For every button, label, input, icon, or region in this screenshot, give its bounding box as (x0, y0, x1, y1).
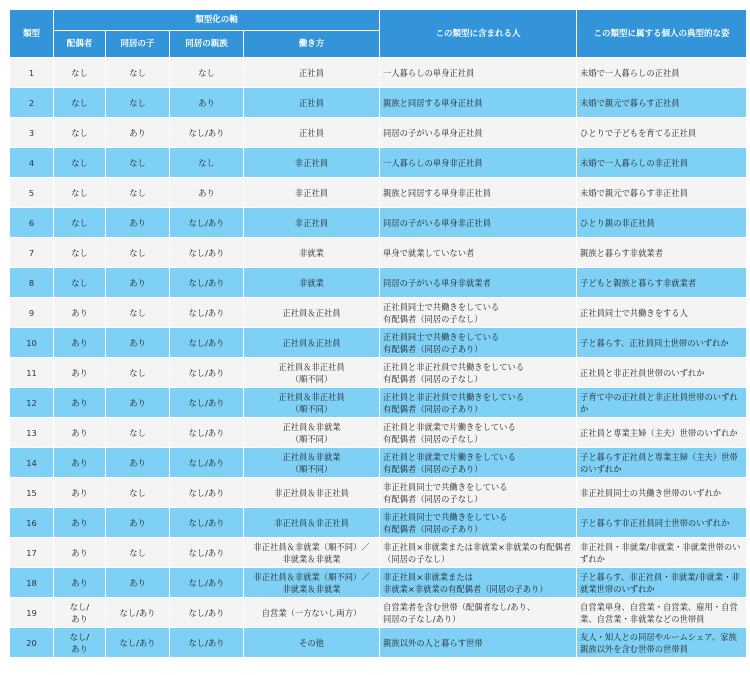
cell-typical: 正社員と非正社員世帯のいずれか (577, 358, 747, 388)
cell-type-no: 2 (10, 88, 54, 118)
cell-child: なし (106, 298, 170, 328)
cell-child: なし (106, 238, 170, 268)
cell-relative: なし/あり (170, 328, 244, 358)
cell-typical: 子育て中の正社員と非正社員世帯のいずれか (577, 388, 747, 418)
cell-work: 正社員＆非正社員 （順不同） (244, 388, 380, 418)
cell-type-no: 6 (10, 208, 54, 238)
cell-spouse: なし (54, 238, 106, 268)
cell-child: あり (106, 568, 170, 598)
cell-relative: なし (170, 148, 244, 178)
cell-work: 正社員＆非正社員 （順不同） (244, 358, 380, 388)
cell-child: あり (106, 508, 170, 538)
cell-type-no: 16 (10, 508, 54, 538)
cell-included: 同居の子がいる単身正社員 (380, 118, 577, 148)
cell-child: あり (106, 448, 170, 478)
cell-typical: 未婚で一人暮らしの正社員 (577, 58, 747, 88)
cell-included: 正社員と非就業で片働きをしている 有配偶者（同居の子なし） (380, 418, 577, 448)
cell-child: なし/あり (106, 598, 170, 628)
cell-type-no: 17 (10, 538, 54, 568)
cell-spouse: なし (54, 268, 106, 298)
cell-type-no: 9 (10, 298, 54, 328)
table-row (10, 448, 747, 478)
table-row (10, 208, 747, 238)
cell-spouse: あり (54, 298, 106, 328)
cell-child: なし (106, 418, 170, 448)
cell-child: なし (106, 358, 170, 388)
cell-work: 非正社員 (244, 178, 380, 208)
table-row (10, 58, 747, 88)
cell-type-no: 4 (10, 148, 54, 178)
cell-work: 非正社員 (244, 208, 380, 238)
cell-typical: 非正社員・非就業/非就業・非就業世帯のいずれか (577, 538, 747, 568)
cell-type-no: 11 (10, 358, 54, 388)
cell-included: 同居の子がいる単身非就業者 (380, 268, 577, 298)
header-type: 類型 (10, 10, 54, 58)
cell-child: あり (106, 268, 170, 298)
cell-work: その他 (244, 628, 380, 658)
cell-type-no: 18 (10, 568, 54, 598)
cell-child: なし (106, 178, 170, 208)
table-row (10, 178, 747, 208)
cell-spouse: なし/ あり (54, 598, 106, 628)
cell-type-no: 10 (10, 328, 54, 358)
cell-child: なし/あり (106, 628, 170, 658)
cell-relative: なし/あり (170, 538, 244, 568)
header-axis-group: 類型化の軸 (54, 10, 380, 31)
cell-work: 正社員＆正社員 (244, 298, 380, 328)
cell-work: 非正社員＆非就業（順不同）／ 非就業＆非就業 (244, 568, 380, 598)
cell-work: 正社員 (244, 88, 380, 118)
table-row (10, 148, 747, 178)
cell-included: 正社員と非就業で片働きをしている 有配偶者（同居の子あり） (380, 448, 577, 478)
cell-spouse: あり (54, 508, 106, 538)
table-row (10, 268, 747, 298)
cell-spouse: なし (54, 178, 106, 208)
cell-type-no: 3 (10, 118, 54, 148)
cell-included: 自営業者を含む世帯（配偶者なし/あり、 同居の子なし/あり） (380, 598, 577, 628)
cell-spouse: あり (54, 478, 106, 508)
cell-included: 一人暮らしの単身非正社員 (380, 148, 577, 178)
cell-type-no: 14 (10, 448, 54, 478)
table-row (10, 118, 747, 148)
cell-work: 非正社員＆非正社員 (244, 508, 380, 538)
cell-child: あり (106, 208, 170, 238)
cell-included: 一人暮らしの単身正社員 (380, 58, 577, 88)
table-row (10, 418, 747, 448)
cell-type-no: 15 (10, 478, 54, 508)
cell-typical: 正社員同士で共働きをする人 (577, 298, 747, 328)
cell-spouse: あり (54, 538, 106, 568)
cell-typical: 自営業単身、自営業・自営業、雇用・自営業、自営業・非就業などの世帯員 (577, 598, 747, 628)
table-row (10, 568, 747, 598)
cell-relative: あり (170, 178, 244, 208)
cell-child: なし (106, 148, 170, 178)
cell-type-no: 1 (10, 58, 54, 88)
table-body (10, 58, 747, 658)
cell-work: 正社員＆正社員 (244, 328, 380, 358)
cell-spouse: あり (54, 388, 106, 418)
header-relative: 同居の親族 (170, 31, 244, 58)
cell-work: 非正社員＆非正社員 (244, 478, 380, 508)
cell-type-no: 7 (10, 238, 54, 268)
cell-spouse: なし (54, 148, 106, 178)
cell-relative: なし/あり (170, 598, 244, 628)
table-row (10, 88, 747, 118)
cell-spouse: あり (54, 448, 106, 478)
table-row (10, 328, 747, 358)
table-row (10, 598, 747, 628)
cell-child: あり (106, 388, 170, 418)
cell-spouse: なし (54, 88, 106, 118)
cell-included: 親族と同居する単身正社員 (380, 88, 577, 118)
table-row (10, 478, 747, 508)
cell-work: 自営業（一方ないし両方） (244, 598, 380, 628)
cell-type-no: 12 (10, 388, 54, 418)
table-row (10, 298, 747, 328)
cell-relative: なし/あり (170, 448, 244, 478)
cell-typical: 未婚で一人暮らしの非正社員 (577, 148, 747, 178)
cell-work: 正社員＆非就業 （順不同） (244, 448, 380, 478)
cell-relative: なし/あり (170, 478, 244, 508)
cell-spouse: あり (54, 328, 106, 358)
cell-child: なし (106, 478, 170, 508)
header-child: 同居の子 (106, 31, 170, 58)
cell-spouse: なし (54, 208, 106, 238)
header-work: 働き方 (244, 31, 380, 58)
cell-typical: 正社員と専業主婦（主夫）世帯のいずれか (577, 418, 747, 448)
cell-type-no: 20 (10, 628, 54, 658)
cell-work: 非正社員＆非就業（順不同）／ 非就業＆非就業 (244, 538, 380, 568)
cell-typical: ひとり親の非正社員 (577, 208, 747, 238)
type-table-container (9, 9, 747, 658)
table-row (10, 628, 747, 658)
cell-work: 正社員＆非就業 （順不同） (244, 418, 380, 448)
cell-included: 非正社員同士で共働きをしている 有配偶者（同居の子なし） (380, 478, 577, 508)
cell-typical: ひとりで子どもを育てる正社員 (577, 118, 747, 148)
cell-type-no: 8 (10, 268, 54, 298)
table-row (10, 388, 747, 418)
cell-relative: なし/あり (170, 208, 244, 238)
cell-child: あり (106, 328, 170, 358)
cell-child: なし (106, 538, 170, 568)
cell-typical: 未婚で親元で暮らす正社員 (577, 88, 747, 118)
cell-child: なし (106, 88, 170, 118)
cell-included: 正社員と非正社員で共働きをしている 有配偶者（同居の子なし） (380, 358, 577, 388)
cell-work: 非正社員 (244, 148, 380, 178)
cell-spouse: あり (54, 358, 106, 388)
cell-work: 正社員 (244, 58, 380, 88)
cell-relative: なし/あり (170, 418, 244, 448)
cell-spouse: あり (54, 568, 106, 598)
table-row (10, 538, 747, 568)
cell-included: 非正社員同士で共働きをしている 有配偶者（同居の子あり） (380, 508, 577, 538)
cell-included: 同居の子がいる単身非正社員 (380, 208, 577, 238)
cell-relative: なし/あり (170, 268, 244, 298)
cell-typical: 子と暮らす、正社員同士世帯のいずれか (577, 328, 747, 358)
cell-relative: なし/あり (170, 358, 244, 388)
header-spouse: 配偶者 (54, 31, 106, 58)
cell-relative: なし/あり (170, 118, 244, 148)
header-included: この類型に含まれる人 (380, 10, 577, 58)
cell-spouse: なし (54, 118, 106, 148)
cell-type-no: 5 (10, 178, 54, 208)
table-row (10, 358, 747, 388)
cell-typical: 子と暮らす正社員と専業主婦（主夫）世帯のいずれか (577, 448, 747, 478)
table-header (10, 10, 747, 58)
cell-relative: なし/あり (170, 298, 244, 328)
cell-included: 親族以外の人と暮らす世帯 (380, 628, 577, 658)
cell-relative: あり (170, 88, 244, 118)
cell-included: 非正社員×非就業または非就業×非就業の有配偶者（同居の子なし） (380, 538, 577, 568)
cell-relative: なし/あり (170, 568, 244, 598)
cell-included: 非正社員×非就業または 非就業×非就業の有配偶者（同居の子あり） (380, 568, 577, 598)
cell-work: 正社員 (244, 118, 380, 148)
household-type-table (9, 9, 747, 658)
cell-type-no: 19 (10, 598, 54, 628)
cell-relative: なし/あり (170, 508, 244, 538)
cell-spouse: なし/ あり (54, 628, 106, 658)
cell-typical: 未婚で親元で暮らす非正社員 (577, 178, 747, 208)
cell-relative: なし/あり (170, 388, 244, 418)
cell-included: 正社員と非正社員で共働きをしている 有配偶者（同居の子あり） (380, 388, 577, 418)
cell-included: 正社員同士で共働きをしている 有配偶者（同居の子なし） (380, 298, 577, 328)
table-row (10, 238, 747, 268)
cell-type-no: 13 (10, 418, 54, 448)
cell-included: 単身で就業していない者 (380, 238, 577, 268)
cell-typical: 友人・知人との同居やルームシェア、家族親族以外を含む世帯の世帯員 (577, 628, 747, 658)
cell-spouse: なし (54, 58, 106, 88)
cell-typical: 子と暮らす、非正社員・非就業/非就業・非就業世帯のいずれか (577, 568, 747, 598)
cell-included: 正社員同士で共働きをしている 有配偶者（同居の子あり） (380, 328, 577, 358)
cell-work: 非就業 (244, 238, 380, 268)
cell-typical: 子どもと親族と暮らす非就業者 (577, 268, 747, 298)
cell-relative: なし/あり (170, 238, 244, 268)
table-row (10, 508, 747, 538)
cell-included: 親族と同居する単身非正社員 (380, 178, 577, 208)
cell-relative: なし/あり (170, 628, 244, 658)
cell-typical: 子と暮らす非正社員同士世帯のいずれか (577, 508, 747, 538)
cell-spouse: あり (54, 418, 106, 448)
cell-child: あり (106, 118, 170, 148)
cell-relative: なし (170, 58, 244, 88)
cell-typical: 親族と暮らす非就業者 (577, 238, 747, 268)
header-typical: この類型に属する個人の典型的な姿 (577, 10, 747, 58)
cell-work: 非就業 (244, 268, 380, 298)
cell-typical: 非正社員同士の共働き世帯のいずれか (577, 478, 747, 508)
cell-child: なし (106, 58, 170, 88)
